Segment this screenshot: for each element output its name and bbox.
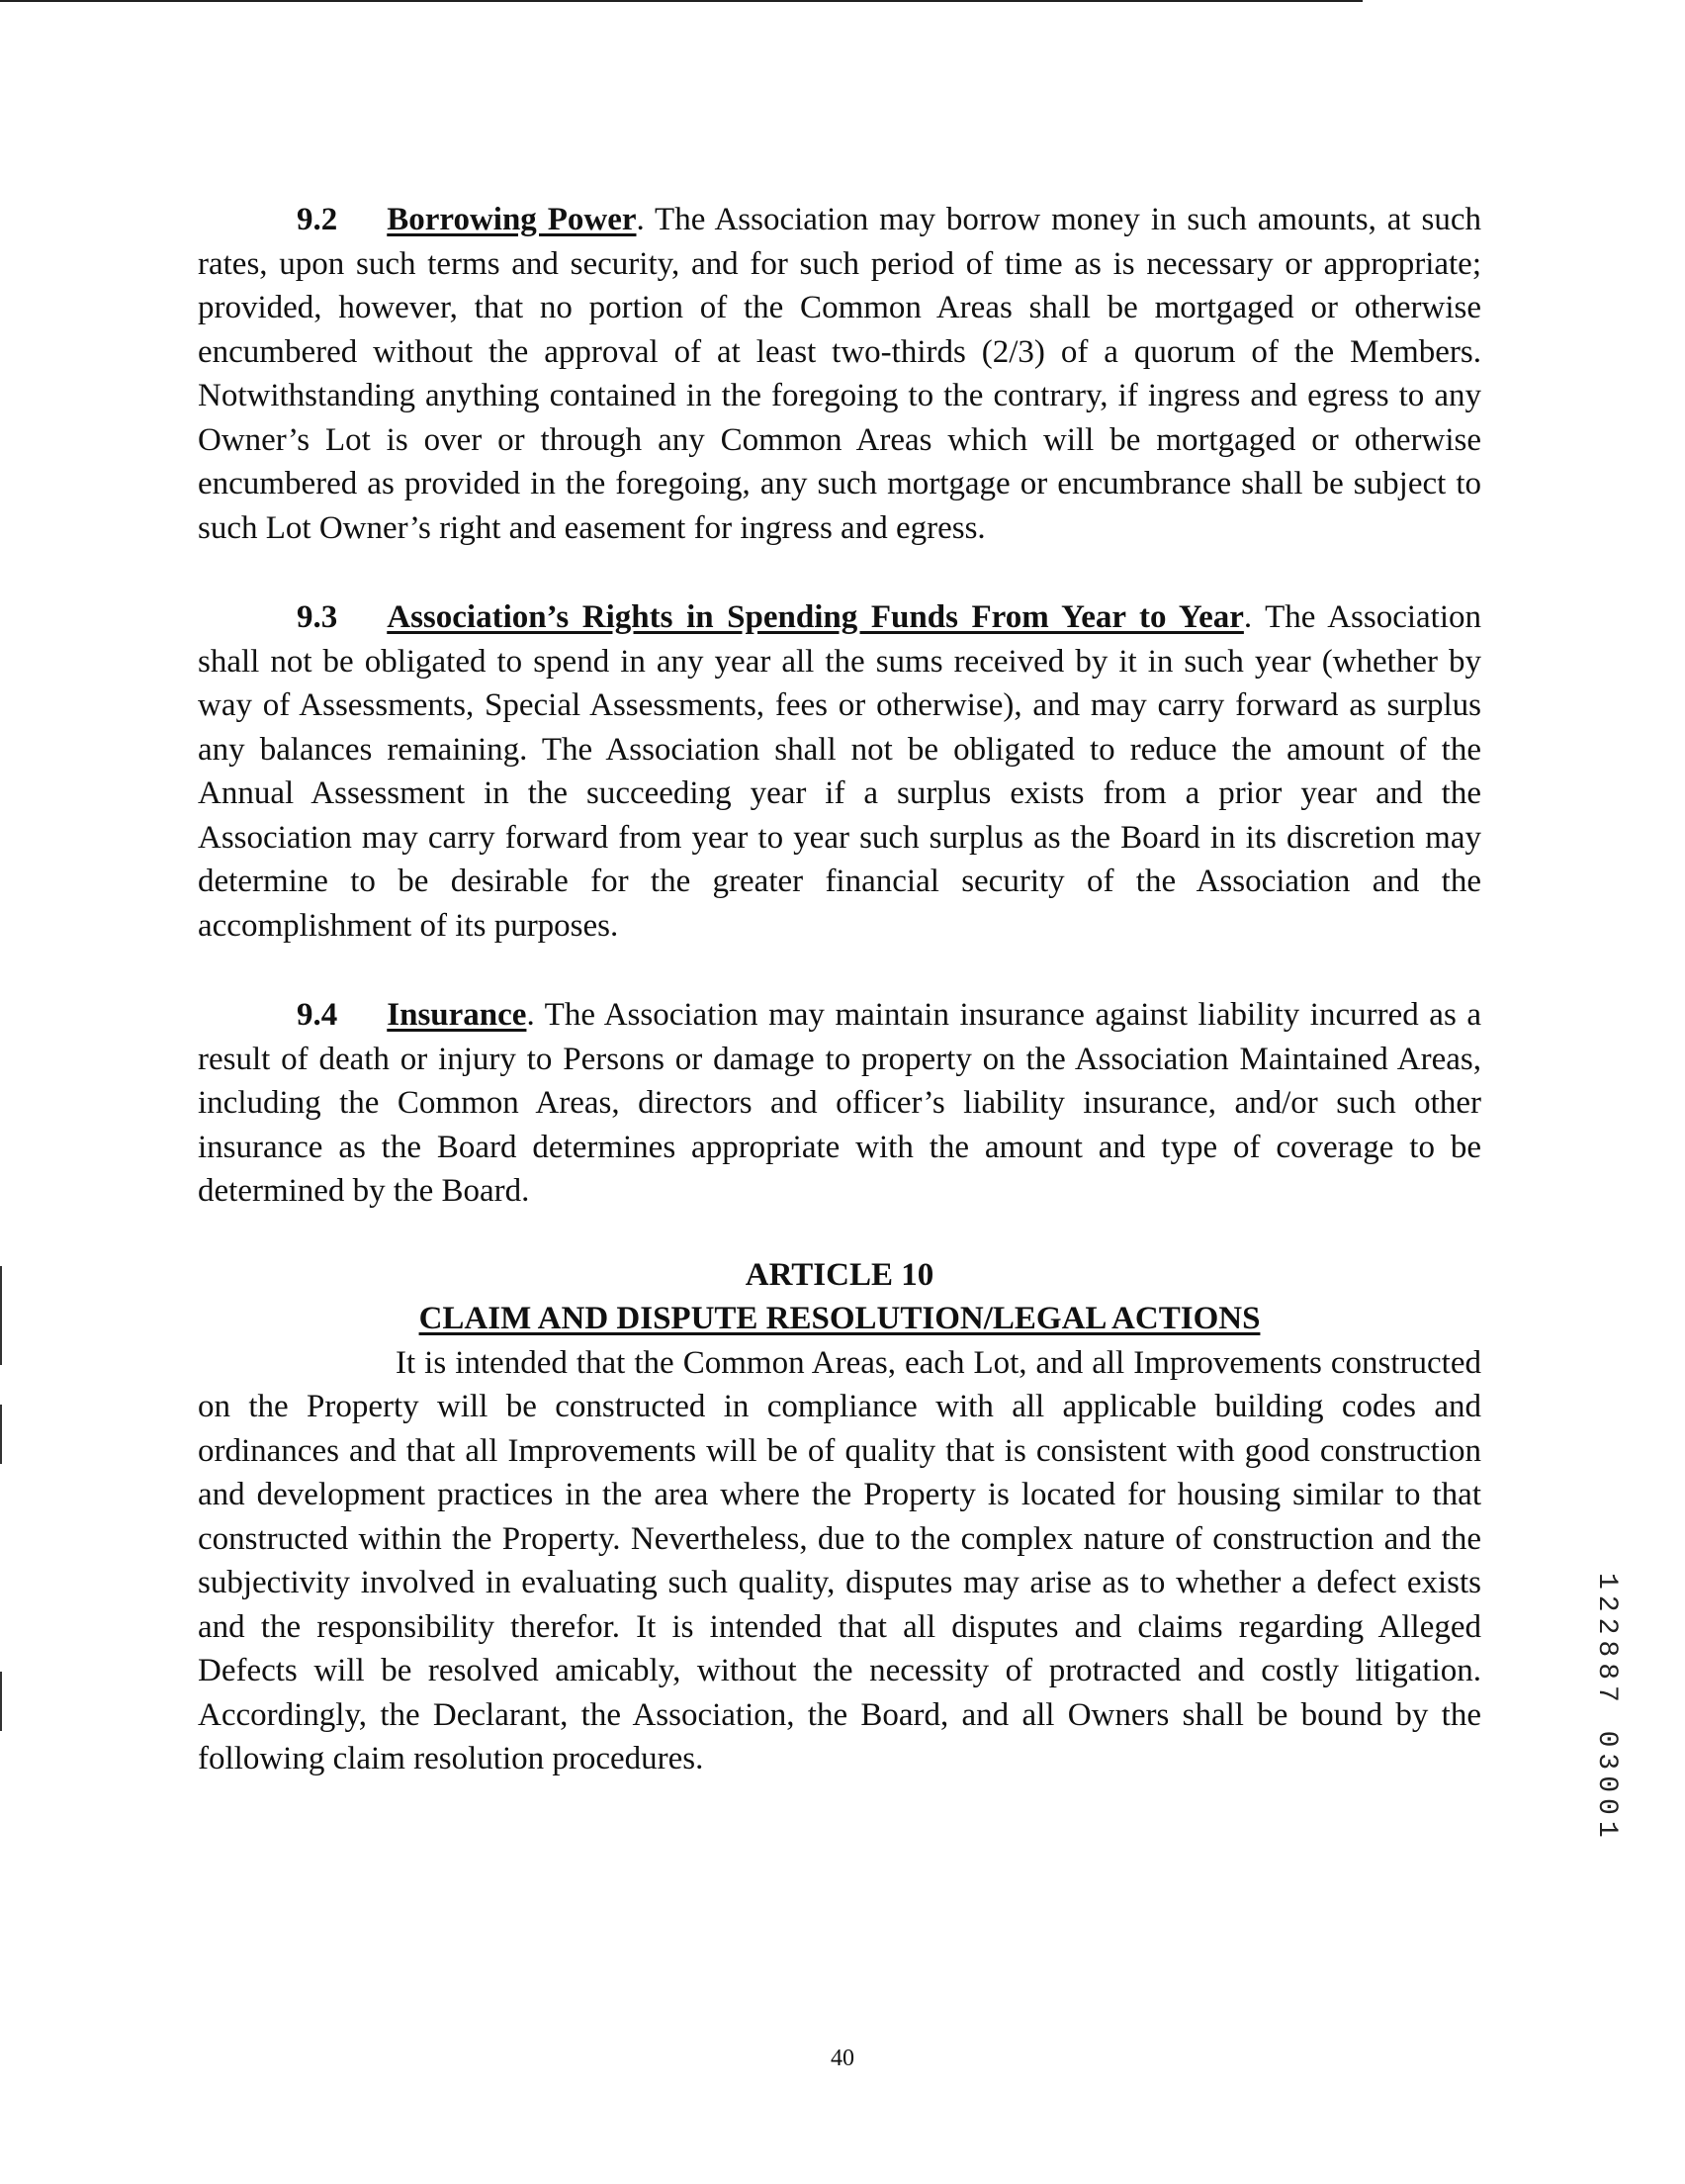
section-body: . The Association shall not be obligated to spend in any year all the sums received by it in such year (whether by way of Assessments, Special Assessments, fees or otherwise), and may carry forward as surplus any balances remaining. The Association shall not be obligated to reduce the amount of the Annual Assessment in the succeeding year if a surplus exists from a prior year and the Association may carry forward from year to year such surplus as the Board in its discretion may determine to be desirable for the greater financial security of the Association and the accomplishment of its purposes. [198, 599, 1482, 944]
page-number: 40 [831, 2046, 854, 2071]
section-number: 9.3 [297, 599, 338, 635]
section-title: Association’s Rights in Spending Funds From Year to Year [387, 599, 1244, 635]
section-title: Insurance [387, 997, 527, 1033]
left-scan-mark [0, 1405, 2, 1464]
article-subheading: CLAIM AND DISPUTE RESOLUTION/LEGAL ACTIONS [418, 1301, 1261, 1336]
section-title: Borrowing Power [387, 202, 637, 237]
section-9-4 [198, 993, 1481, 1214]
top-scan-rule [0, 0, 1363, 2]
document-page [198, 198, 1481, 1781]
section-9-3 [198, 595, 1481, 948]
article-heading: ARTICLE 10 [745, 1256, 934, 1293]
section-9-2 [198, 198, 1481, 550]
section-body: . The Association may borrow money in such amounts, at such rates, upon such terms and security, and for such period of time as is necessary or appropriate; provided, however, that no portion of the Common Areas shall be mortgaged or otherwise encumbered without the approval of at least two-thirds (2/3) of a quorum of the Members. Notwithstanding anything contained in the foregoing to the contrary, if ingress and egress to any Owner’s Lot is over or through any Common Areas which will be mortgaged or otherwise encumbered as provided in the foregoing, any such mortgage or encumbrance shall be subject to such Lot Owner’s right and easement for ingress and egress. [198, 202, 1481, 546]
left-scan-mark [0, 1672, 2, 1731]
left-scan-mark [0, 1266, 2, 1365]
section-number: 9.4 [297, 997, 338, 1033]
section-number: 9.2 [297, 202, 338, 237]
section-body: . The Association may maintain insurance against liability incurred as a result of death or injury to Persons or damage to property on the Association Maintained Areas, including the Common Areas, directors and officer’s liability insurance, and/or such other insurance as the Board determines appropriate with the amount and type of coverage to be determined by the Board. [198, 997, 1481, 1209]
article-body: It is intended that the Common Areas, each Lot, and all Improvements constructed on the Property will be constructed in compliance with all applicable building codes and ordinances and that all Improvements will be of quality that is consistent with good construction and development practices in the area where the Property is located for housing similar to that constructed within the Property. Nevertheless, due to the complex nature of construction and the subjectivity involved in evaluating such quality, disputes may arise as to whether a defect exists and the responsibility therefor. It is intended that all disputes and claims regarding Alleged Defects will be resolved amicably, without the necessity of protracted and costly litigation. Accordingly, the Declarant, the Association, the Board, and all Owners shall be bound by the following claim resolution procedures. [198, 1344, 1481, 1776]
recording-stamp: 122887 03001 [1591, 1573, 1622, 1844]
